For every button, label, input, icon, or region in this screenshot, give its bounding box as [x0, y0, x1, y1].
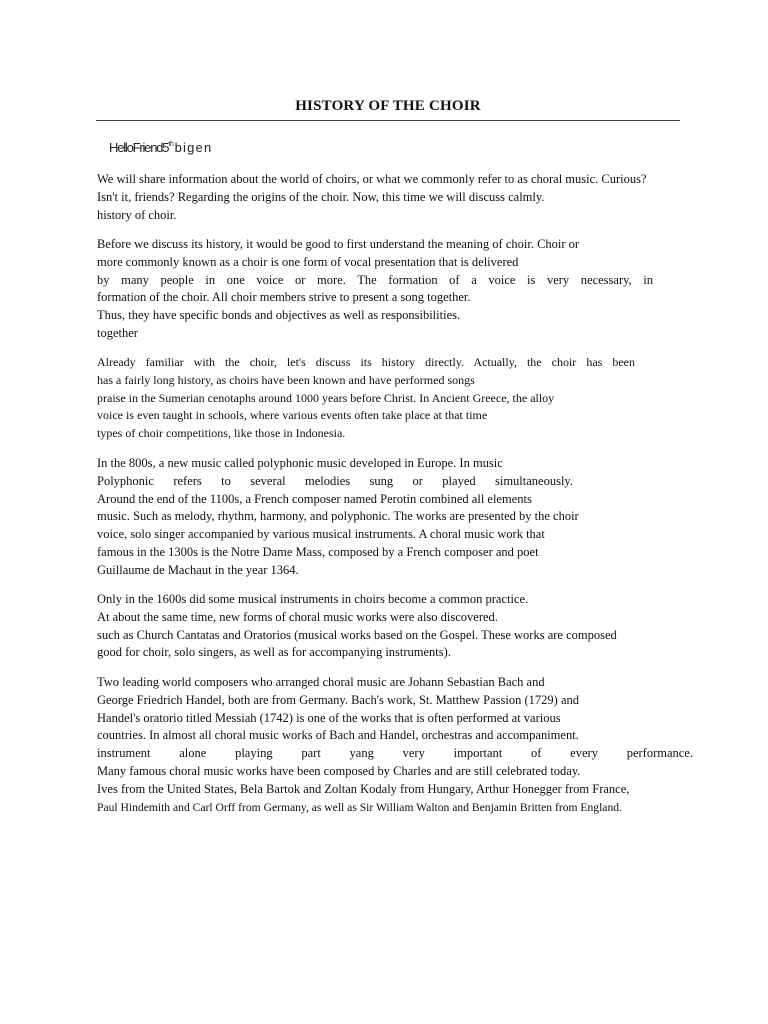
greeting-superscript: th	[168, 141, 174, 148]
paragraph-line: Already familiar with the choir, let's discuss its history directly. Actually, the choir has been	[97, 355, 635, 369]
paragraph-line: In the 800s, a new music called polyphonic music developed in Europe. In music	[97, 456, 503, 470]
paragraph-line: Thus, they have specific bonds and objectives as well as responsibilities.	[97, 308, 461, 323]
paragraph-line: types of choir competitions, like those in Indonesia.	[97, 426, 346, 441]
paragraph-line: Many famous choral music works have been composed by Charles and are still celebrated today.	[97, 763, 581, 778]
paragraph-line: by many people in one voice or more. The formation of a voice is very necessary, in	[97, 272, 653, 287]
paragraph-5	[97, 591, 667, 662]
paragraph-line: countries. In almost all choral music works of Bach and Handel, orchestras and accompaniment.	[97, 728, 579, 743]
title-divider	[96, 120, 680, 121]
paragraph-line: formation of the choir. All choir members strive to present a song together.	[97, 290, 471, 305]
paragraph-line: Only in the 1600s did some musical instruments in choirs become a common practice.	[97, 592, 529, 606]
paragraph-line: George Friedrich Handel, both are from Germany. Bach's work, St. Matthew Passion (1729) and	[97, 692, 580, 707]
paragraph-line: Two leading world composers who arranged choral music are Johann Sebastian Bach and	[97, 675, 545, 689]
greeting-tail: bigen	[174, 140, 213, 155]
paragraph-line: Before we discuss its history, it would be good to first understand the meaning of choir. Choir or	[97, 237, 580, 251]
paragraph-line: praise in the Sumerian cenotaphs around 1000 years before Christ. In Ancient Greece, the alloy	[97, 390, 555, 405]
paragraph-2	[97, 236, 653, 343]
paragraph-line: Paul Hindemith and Carl Orff from Germany, as well as Sir William Walton and Benjamin Britten from England.	[97, 800, 622, 814]
paragraph-line: Polyphonic refers to several melodies sung or played simultaneously.	[97, 473, 573, 488]
paragraph-1	[97, 171, 701, 224]
paragraph-line: We will share information about the world of choirs, or what we commonly refer to as choral music. Curious?	[97, 172, 647, 186]
paragraph-6	[97, 674, 693, 816]
paragraph-line: Around the end of the 1100s, a French composer named Perotin combined all elements	[97, 491, 532, 506]
paragraph-line: Guillaume de Machaut in the year 1364.	[97, 562, 299, 577]
greeting-text: HelloFriend5	[109, 140, 169, 155]
document-title: HISTORY OF THE CHOIR	[295, 98, 481, 114]
paragraph-line: Ives from the United States, Bela Bartok and Zoltan Kodaly from Hungary, Arthur Honegger from France,	[97, 781, 630, 796]
paragraph-line: At about the same time, new forms of choral music works were also discovered.	[97, 609, 498, 624]
paragraph-line: famous in the 1300s is the Notre Dame Mass, composed by a French composer and poet	[97, 544, 539, 559]
greeting-line	[109, 136, 212, 157]
paragraph-line: has a fairly long history, as choirs have been known and have performed songs	[97, 372, 475, 387]
paragraph-line: more commonly known as a choir is one form of vocal presentation that is delivered	[97, 254, 519, 269]
paragraph-line: voice is even taught in schools, where various events often take place at that time	[97, 408, 488, 423]
paragraph-line: voice, solo singer accompanied by various musical instruments. A choral music work that	[97, 527, 545, 542]
paragraph-line: such as Church Cantatas and Oratorios (musical works based on the Gospel. These works are composed	[97, 627, 617, 642]
paragraph-4	[97, 455, 649, 580]
paragraph-line: good for choir, solo singers, as well as for accompanying instruments).	[97, 645, 451, 660]
paragraph-line: together	[97, 325, 138, 340]
paragraph-line: Handel's oratorio titled Messiah (1742) is one of the works that is often performed at various	[97, 710, 561, 725]
paragraph-line: Isn't it, friends? Regarding the origins of the choir. Now, this time we will discuss calmly.	[97, 189, 545, 204]
paragraph-3	[97, 354, 635, 443]
paragraph-line: instrument alone playing part yang very important of every performance.	[97, 746, 693, 761]
paragraph-line: music. Such as melody, rhythm, harmony, and polyphonic. The works are presented by the choir	[97, 509, 579, 524]
paragraph-line: history of choir.	[97, 207, 177, 222]
